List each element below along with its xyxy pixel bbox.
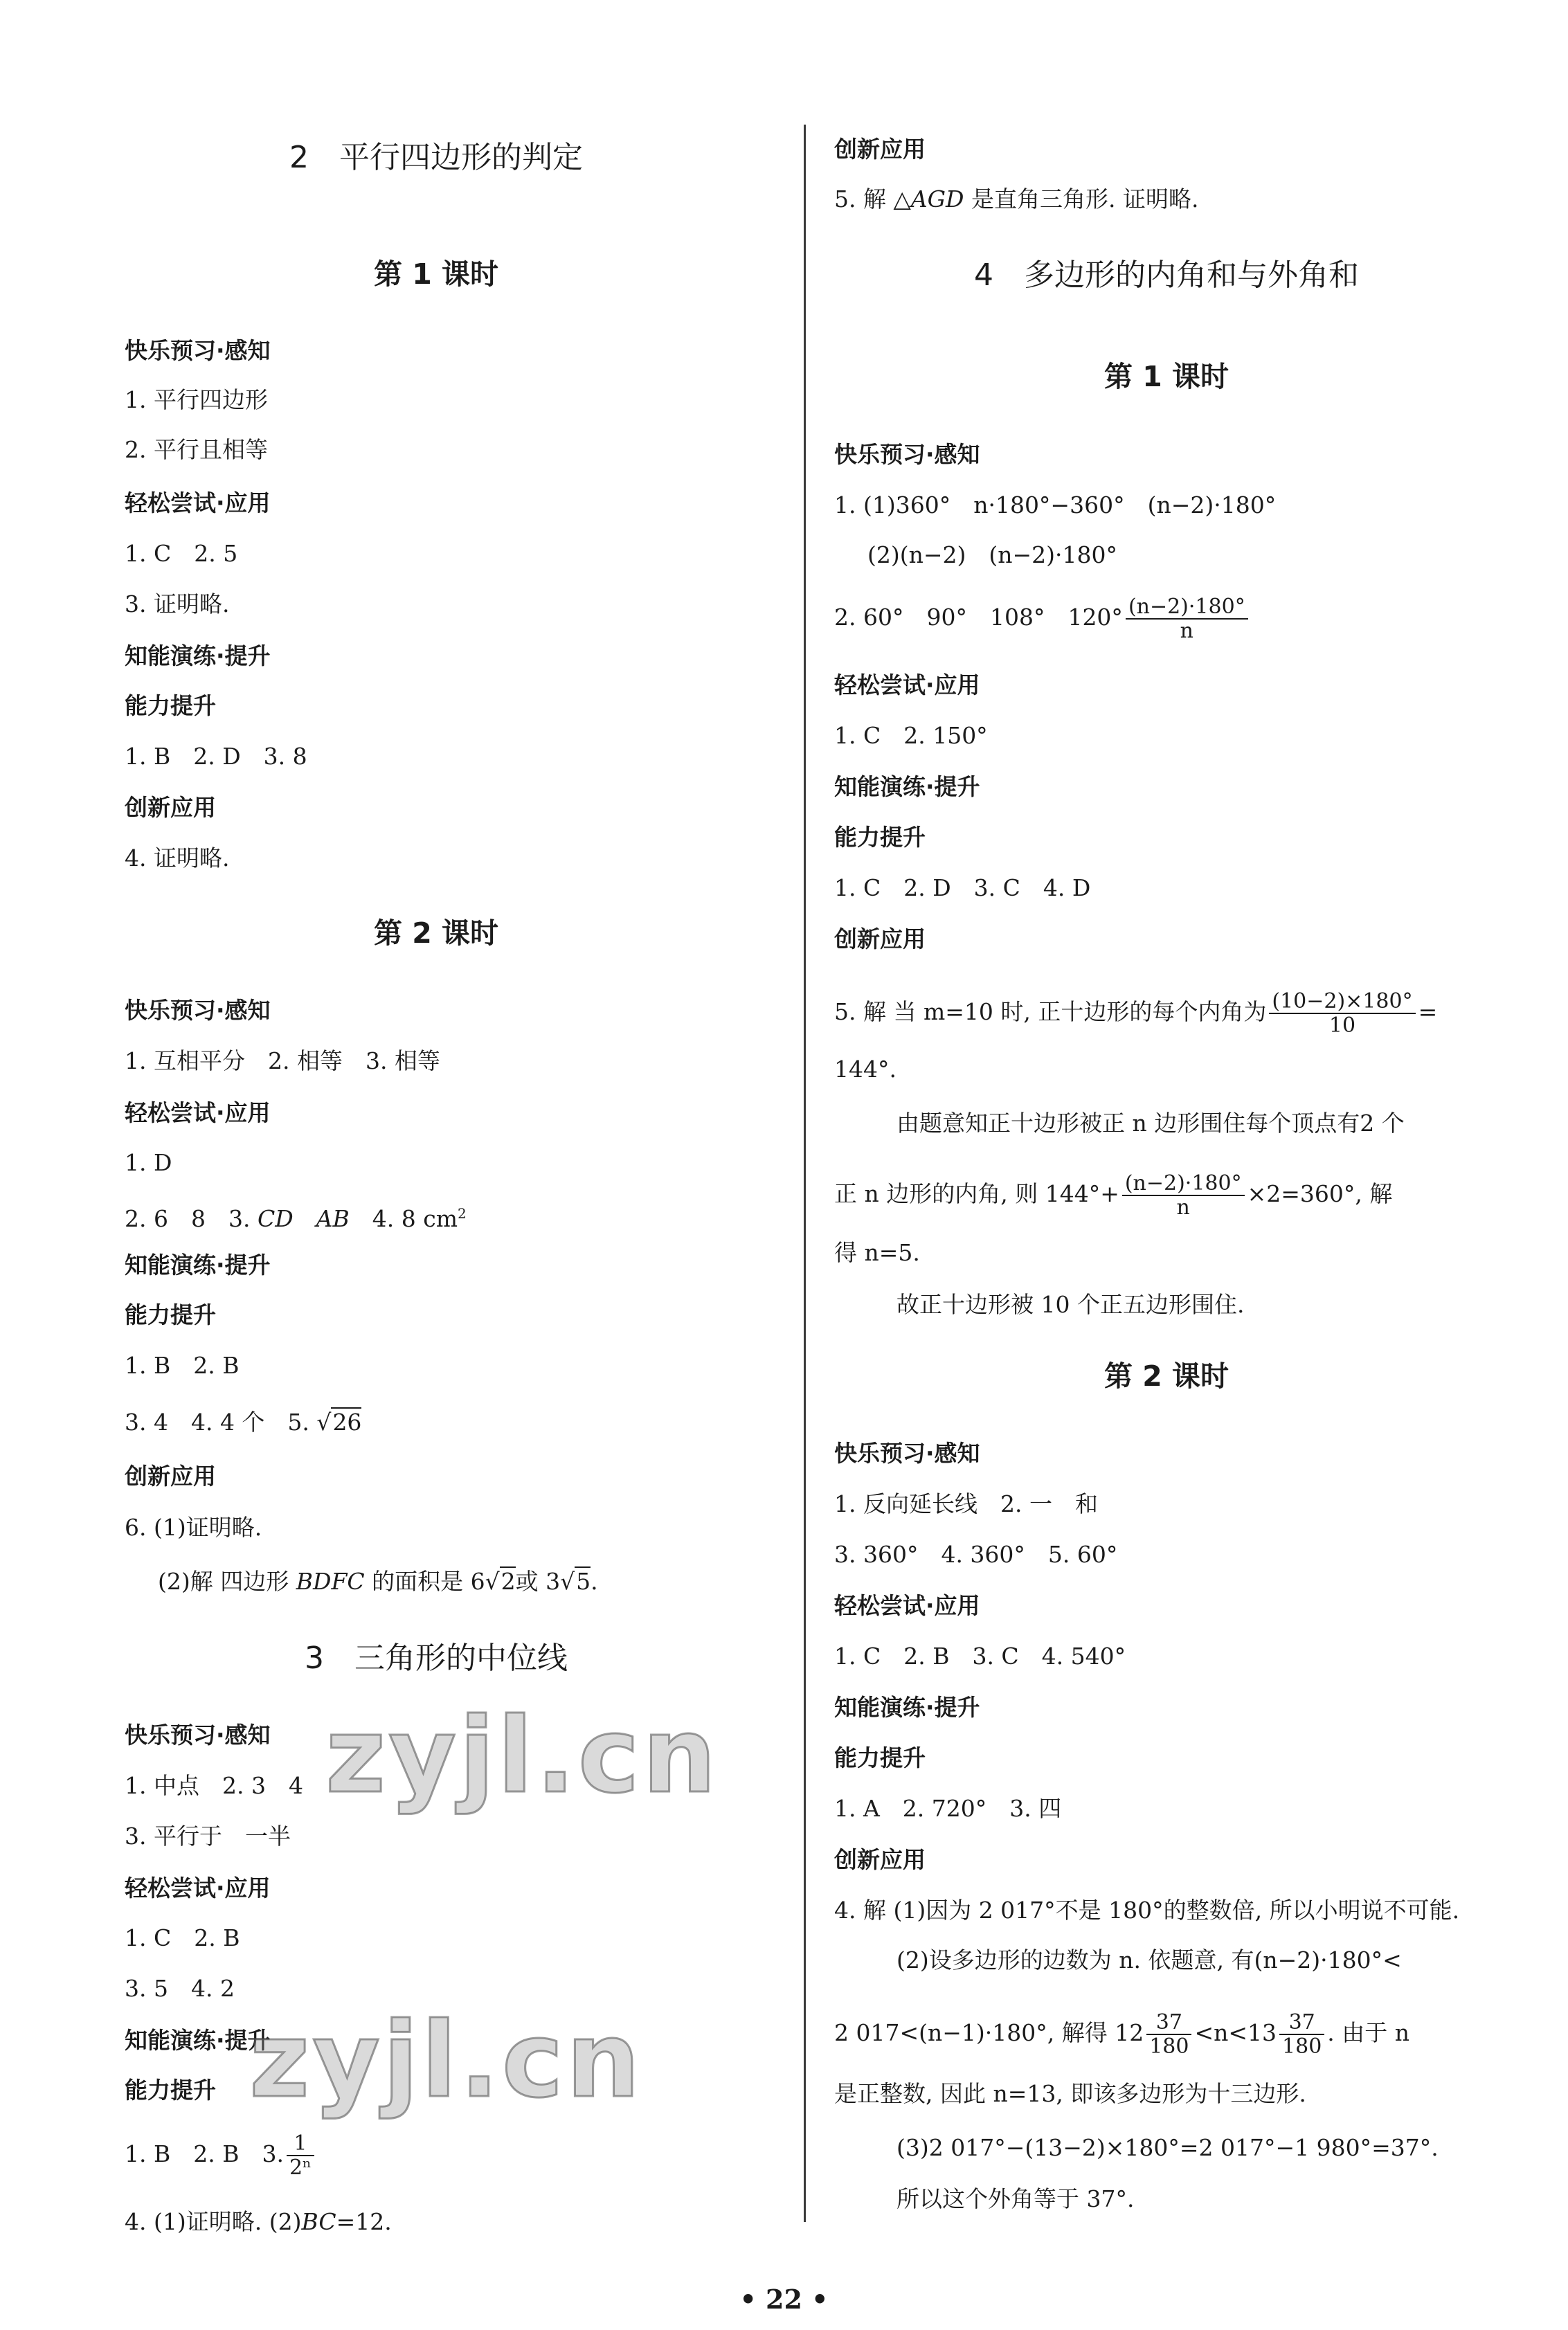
answer-line: 2. 60° 90° 108° 120° $\frac{(n-2)\cdot 180^\circ}{n}$: [834, 595, 1251, 642]
heading-try: 轻松尝试·应用: [125, 1875, 271, 1902]
answer-line: (2)(n−2) (n−2)·180°: [867, 541, 1118, 568]
heading-innovation: 创新应用: [834, 1846, 926, 1873]
lesson-title-1: 第 1 课时: [1103, 360, 1229, 393]
column-divider: [804, 125, 806, 2222]
answer-line: 1. C 2. B: [125, 1924, 240, 1951]
lesson-title-1: 第 1 课时: [373, 258, 499, 291]
answer-line: 1. 互相平分 2. 相等 3. 相等: [125, 1047, 440, 1074]
answer-line: 1. 反向延长线 2. 一 和: [834, 1490, 1098, 1517]
heading-preview: 快乐预习·感知: [125, 997, 271, 1024]
answer-line: 1. 中点 2. 3 4: [125, 1772, 303, 1799]
answer-line: 1. A 2. 720° 3. 四: [834, 1795, 1062, 1822]
answer-line: 4. 证明略.: [125, 845, 230, 872]
heading-innovation: 创新应用: [125, 794, 216, 821]
answer-line: 由题意知正十边形被正 n 边形围住每个顶点有2 个: [896, 1110, 1405, 1137]
answer-line: 1. B 2. B: [125, 1352, 240, 1379]
section-title-4: 4 多边形的内角和与外角和: [974, 258, 1359, 293]
heading-innovation: 创新应用: [125, 1463, 216, 1490]
watermark: zyjl.cn: [249, 2001, 643, 2121]
heading-preview: 快乐预习·感知: [125, 1722, 271, 1749]
answer-line: 144°.: [834, 1056, 896, 1083]
answer-line: 4. (1)证明略. (2)BC=12.: [125, 2208, 392, 2235]
answer-line: 6. (1)证明略.: [125, 1514, 262, 1541]
section-title-3: 3 三角形的中位线: [305, 1641, 568, 1676]
heading-try: 轻松尝试·应用: [834, 671, 980, 698]
answer-line: 1. C 2. 5: [125, 540, 238, 567]
heading-ability: 能力提升: [125, 1301, 216, 1328]
heading-practice: 知能演练·提升: [125, 642, 271, 669]
heading-preview: 快乐预习·感知: [834, 441, 980, 468]
answer-line: 2. 平行且相等: [125, 436, 268, 463]
answer-line: 5. 解 △AGD 是直角三角形. 证明略.: [834, 186, 1199, 213]
answer-line: 1. D: [125, 1149, 172, 1176]
answer-line: 3. 平行于 一半: [125, 1823, 291, 1850]
answer-line: 得 n=5.: [834, 1239, 920, 1266]
section-title-2: 2 平行四边形的判定: [289, 140, 583, 175]
answer-line: 2. 6 8 3. CD AB 4. 8 $cm^2$: [125, 1205, 467, 1232]
answer-line: 所以这个外角等于 37°.: [896, 2185, 1135, 2212]
answer-line: 3. 360° 4. 360° 5. 60°: [834, 1541, 1118, 1568]
heading-ability: 能力提升: [125, 692, 216, 719]
answer-line: 1. C 2. 150°: [834, 722, 988, 749]
answer-line: 3. 5 4. 2: [125, 1975, 235, 2002]
answer-line: 1. B 2. D 3. 8: [125, 743, 307, 770]
answer-line: (2)解 四边形 BDFC 的面积是 6√2或 3√5.: [158, 1568, 598, 1595]
heading-practice: 知能演练·提升: [125, 2027, 271, 2054]
watermark: zyjl.cn: [325, 1696, 719, 1816]
answer-line: 5. 解 当 m=10 时, 正十边形的每个内角为 $\frac{(10-2)\times 180^\circ}{10}$ =: [834, 989, 1438, 1038]
answer-line: (2)设多边形的边数为 n. 依题意, 有(n−2)·180°<: [896, 1947, 1402, 1974]
answer-line: 2 017<(n−1)·180°, 解得 12 $\frac{37}{180}$ <n<13 $\frac{37}{180}$ . 由于 n: [834, 2010, 1410, 2059]
lesson-title-2: 第 2 课时: [1103, 1360, 1229, 1393]
heading-practice: 知能演练·提升: [125, 1252, 271, 1279]
answer-line: 1. 平行四边形: [125, 386, 268, 413]
answer-line: 1. (1)360° n·180°−360° (n−2)·180°: [834, 491, 1277, 518]
answer-line: 是正整数, 因此 n=13, 即该多边形为十三边形.: [834, 2080, 1306, 2107]
heading-preview: 快乐预习·感知: [125, 337, 271, 364]
lesson-title-2: 第 2 课时: [373, 916, 499, 950]
heading-innovation: 创新应用: [834, 136, 926, 163]
heading-practice: 知能演练·提升: [834, 773, 980, 800]
heading-ability: 能力提升: [125, 2077, 216, 2104]
page-number: • 22 •: [739, 2284, 829, 2315]
answer-line: (3)2 017°−(13−2)×180°=2 017°−1 980°=37°.: [896, 2134, 1439, 2161]
answer-line: 3. 证明略.: [125, 590, 230, 617]
heading-ability: 能力提升: [834, 824, 926, 851]
answer-line: 正 n 边形的内角, 则 144°+ $\frac{(n-2)\cdot 180^\circ}{n}$ ×2=360°, 解: [834, 1171, 1393, 1220]
heading-try: 轻松尝试·应用: [125, 1099, 271, 1126]
heading-innovation: 创新应用: [834, 925, 926, 952]
heading-ability: 能力提升: [834, 1744, 926, 1771]
answer-line: 4. 解 (1)因为 2 017°不是 180°的整数倍, 所以小明说不可能.: [834, 1897, 1460, 1924]
heading-try: 轻松尝试·应用: [125, 489, 271, 516]
answer-line: 1. B 2. B 3. $\frac{1}{\text{2ⁿ}}$: [125, 2132, 317, 2179]
answer-line: 3. 4 4. 4 个 5. √26: [125, 1409, 362, 1436]
heading-try: 轻松尝试·应用: [834, 1592, 980, 1619]
answer-line: 故正十边形被 10 个正五边形围住.: [896, 1291, 1245, 1318]
heading-preview: 快乐预习·感知: [834, 1440, 980, 1467]
answer-line: 1. C 2. D 3. C 4. D: [834, 874, 1091, 901]
answer-line: 1. C 2. B 3. C 4. 540°: [834, 1643, 1126, 1670]
heading-practice: 知能演练·提升: [834, 1694, 980, 1721]
